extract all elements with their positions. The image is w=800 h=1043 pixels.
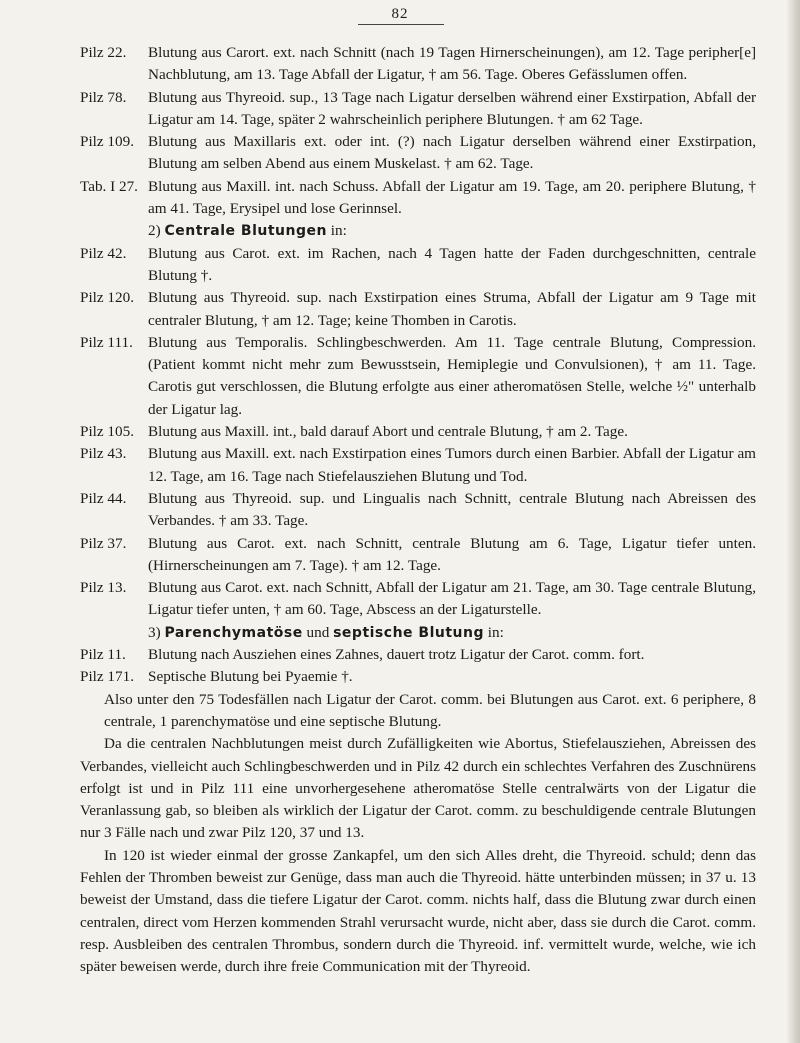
heading-suffix: in: bbox=[487, 623, 504, 641]
body-paragraph: Also unter den 75 Todesfällen nach Ligatur der Carot. comm. bei Blutungen aus Carot. ext. 6 periphere, 8 centrale, 1 parenchymatöse und eine septische Blutung. bbox=[104, 690, 756, 730]
case-entry bbox=[80, 87, 756, 132]
heading-number: 2) bbox=[148, 222, 161, 240]
body-paragraph: Da die centralen Nachblutungen meist durch Zufälligkeiten wie Abortus, Stiefelausziehen, Abreissen des Verbandes, vielleicht auch Schlingbeschwerden und in Pilz 42 durch ein schlechtes Verfahren des Zuschnürens erfolgt ist und in Pilz 111 eine unvorhergesehene atheromatöse Stelle centralwärts von der Ligatur die Veranlassung gab, so bleiben als wirklich der Ligatur der Carot. comm. zu beschuldigende centrale Blutungen nur 3 Fälle nach und zwar Pilz 120, 37 und 13. bbox=[80, 735, 756, 842]
case-label: Pilz 109. bbox=[80, 133, 135, 151]
case-label: Pilz 22. bbox=[80, 44, 127, 61]
case-label: Pilz 120. bbox=[80, 289, 135, 307]
case-label: Pilz 111. bbox=[80, 333, 133, 351]
page-edge-shadow bbox=[786, 0, 800, 1043]
section-heading-central bbox=[80, 220, 756, 242]
case-text: Blutung aus Maxill. int., bald darauf Abort und centrale Blutung, † am 2. Tage. bbox=[148, 423, 628, 441]
case-label: Pilz 105. bbox=[80, 423, 135, 441]
heading-title: Parenchymatöse bbox=[164, 624, 303, 641]
case-entry bbox=[80, 644, 756, 666]
case-text: Blutung nach Ausziehen eines Zahnes, dauert trotz Ligatur der Carot. comm. fort. bbox=[148, 646, 645, 664]
case-text: Blutung aus Carot. ext. im Rachen, nach 4 Tagen hatte der Faden durchgeschnitten, centrale Blutung †. bbox=[148, 244, 756, 284]
case-entry bbox=[80, 287, 756, 332]
case-entry bbox=[80, 533, 756, 578]
case-text: Blutung aus Thyreoid. sup., 13 Tage nach Ligatur derselben während einer Exstirpation, Abfall der Ligatur am 14. Tage, später 2 wahrscheinlich periphere Blutungen. † am 62 Tage. bbox=[148, 88, 756, 128]
case-text: Blutung aus Carort. ext. nach Schnitt (nach 19 Tagen Hirnerscheinungen), am 12. Tage peripher[e] Nachblutung, am 13. Tage Abfall der Ligatur, † am 56. Tage. Oberes Gefässlumen offen. bbox=[148, 44, 756, 84]
case-entry bbox=[80, 577, 756, 622]
case-text: Blutung aus Maxillaris ext. oder int. (?) nach Ligatur derselben während einer Exstirpation, Blutung am selben Abend aus einem Muskelast. † am 62. Tage. bbox=[148, 133, 756, 173]
case-entry bbox=[80, 666, 756, 688]
case-entry bbox=[80, 131, 756, 176]
case-entry bbox=[80, 421, 756, 443]
body-paragraph: In 120 ist wieder einmal der grosse Zankapfel, um den sich Alles dreht, die Thyreoid. schuld; denn das Fehlen der Thromben beweist zur Genüge, dass man auch die Thyreoid. hätte unterbinden müssen; in 37 u. 13 beweist der Umstand, dass die tiefere Ligatur der Carot. comm. nichts half, dass die Blutung zwar durch einen centralen, direct vom Herzen kommenden Strahl verursacht wurde, nicht aber, dass sie durch die Carot. comm. resp. Ausbleiben des centralen Thrombus, sondern durch die Thyreoid. inf. vermittelt wurde, welche, wie ich später beweisen werde, durch ihre freie Communication mit der Thyreoid. bbox=[80, 846, 756, 976]
case-label: Tab. I 27. bbox=[80, 177, 138, 195]
case-label: Pilz 43. bbox=[80, 445, 127, 463]
case-text: Blutung aus Carot. ext. nach Schnitt, centrale Blutung am 6. Tage, Ligatur tiefer unten. (Hirnerscheinungen am 7. Tage). † am 12. Tage. bbox=[148, 534, 756, 574]
case-text: Blutung aus Maxill. int. nach Schuss. Abfall der Ligatur am 19. Tage, am 20. periphere Blutung, † am 41. Tage, Erysipel und lose Gerinnsel. bbox=[148, 177, 756, 218]
case-text: Blutung aus Temporalis. Schlingbeschwerden. Am 11. Tage centrale Blutung, Compression. (Patient kommt nicht mehr zum Bewusstsein, Hemiplegie und Convulsionen), † am 11. Tage. Carotis gut verschlossen, die Blutung erfolgte aus einer atheromatösen Stelle, welche ½" unterhalb der Ligatur lag. bbox=[148, 333, 756, 418]
heading-suffix: in: bbox=[330, 222, 347, 240]
case-label: Pilz 171. bbox=[80, 668, 135, 686]
case-text: Blutung aus Thyreoid. sup. nach Exstirpation eines Struma, Abfall der Ligatur am 9 Tage mit centraler Blutung, † am 12. Tage; keine Thomben in Carotis. bbox=[148, 289, 756, 329]
page-number-rule bbox=[358, 24, 444, 25]
heading-connector: und bbox=[306, 623, 330, 641]
case-text: Blutung aus Carot. ext. nach Schnitt, Abfall der Ligatur am 21. Tage, am 30. Tage centrale Blutung, Ligatur tiefer unten, † am 60. Tage, Abscess an der Ligaturstelle. bbox=[148, 579, 756, 619]
case-entry bbox=[80, 488, 756, 533]
case-text: Blutung aus Thyreoid. sup. und Lingualis nach Schnitt, centrale Blutung nach Abreissen des Verbandes. † am 33. Tage. bbox=[148, 489, 756, 530]
case-label: Pilz 11. bbox=[80, 646, 126, 664]
heading-title: Centrale Blutungen bbox=[164, 223, 327, 240]
case-label: Pilz 37. bbox=[80, 534, 127, 552]
document-body bbox=[80, 42, 756, 978]
case-entry bbox=[80, 443, 756, 488]
case-label: Pilz 13. bbox=[80, 579, 127, 597]
case-entry bbox=[80, 332, 756, 421]
page-number: 82 bbox=[391, 6, 409, 22]
case-entry bbox=[80, 42, 756, 87]
case-label: Pilz 44. bbox=[80, 489, 127, 507]
case-entry bbox=[80, 243, 756, 288]
heading-number: 3) bbox=[148, 623, 161, 641]
case-text: Septische Blutung bei Pyaemie †. bbox=[148, 668, 353, 686]
case-label: Pilz 42. bbox=[80, 244, 127, 262]
heading-title: septische Blutung bbox=[333, 624, 484, 641]
case-label: Pilz 78. bbox=[80, 88, 127, 106]
case-entry bbox=[80, 176, 756, 221]
case-text: Blutung aus Maxill. ext. nach Exstirpation eines Tumors durch einen Barbier. Abfall der Ligatur am 12. Tage, am 16. Tage nach Stiefelausziehen Blutung und Tod. bbox=[148, 445, 756, 485]
section-heading-parenchymatous bbox=[80, 622, 756, 644]
